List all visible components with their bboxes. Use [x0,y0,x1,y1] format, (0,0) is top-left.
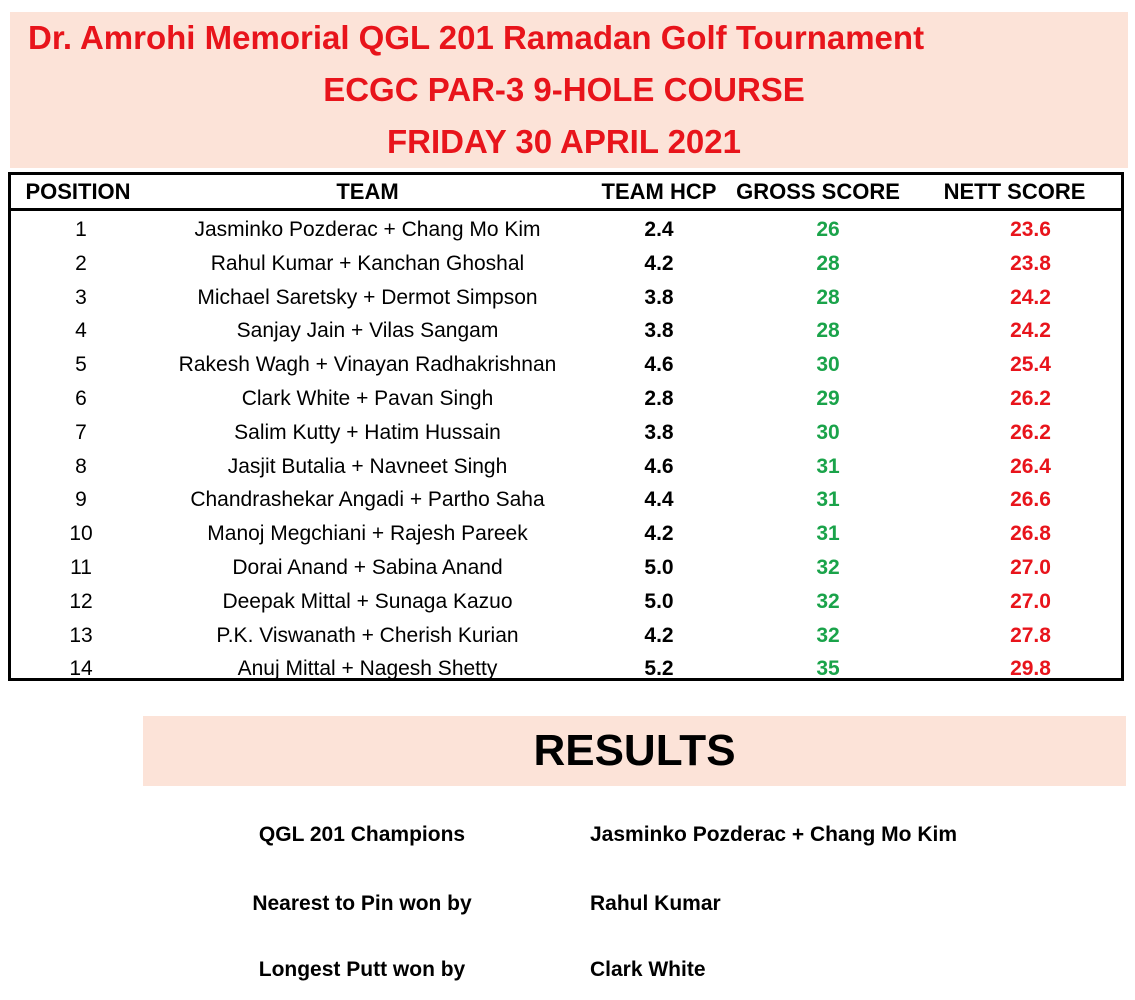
cell-gross-score: 30 [816,420,840,444]
title-banner [10,12,1128,168]
cell-team-hcp: 3.8 [644,285,674,309]
cell-team-hcp: 3.8 [644,319,674,343]
cell-team-hcp: 4.2 [644,522,674,546]
cell-position: 6 [75,387,87,410]
cell-team-hcp: 4.6 [644,353,674,377]
cell-team: Rahul Kumar + Kanchan Ghoshal [210,251,525,275]
cell-nett-score: 26.6 [1010,488,1051,512]
cell-team-hcp: 2.8 [644,387,674,410]
cell-team: Jasminko Pozderac + Chang Mo Kim [194,218,541,241]
award-nearest-pin-label: Nearest to Pin won by [252,892,472,915]
cell-gross-score: 28 [816,251,840,275]
cell-team: Manoj Megchiani + Rajesh Pareek [207,522,528,546]
cell-nett-score: 27.0 [1010,589,1051,613]
cell-team: Salim Kutty + Hatim Hussain [234,420,501,444]
header-team-hcp: TEAM HCP [601,179,717,204]
cell-nett-score: 26.4 [1010,454,1051,478]
header-position: POSITION [25,179,131,204]
cell-position: 9 [75,488,87,512]
cell-nett-score: 27.0 [1010,556,1051,579]
table-row [11,281,1121,315]
cell-gross-score: 26 [816,218,840,241]
course-name: ECGC PAR-3 9-HOLE COURSE [323,71,805,108]
cell-nett-score: 23.8 [1010,251,1051,275]
cell-position: 7 [75,420,87,444]
award-longest-putt-value: Clark White [590,958,706,981]
header-team: TEAM [336,179,399,204]
cell-position: 4 [75,319,87,343]
table-row [11,450,1121,484]
cell-position: 14 [69,657,93,681]
cell-gross-score: 32 [816,589,840,613]
cell-position: 10 [69,522,93,546]
cell-team: Michael Saretsky + Dermot Simpson [197,285,538,309]
cell-position: 12 [69,589,93,613]
cell-nett-score: 26.2 [1010,387,1051,410]
cell-position: 5 [75,353,87,377]
cell-nett-score: 23.6 [1010,218,1051,241]
table-row [11,619,1121,653]
cell-position: 8 [75,454,87,478]
table-row [11,585,1121,619]
cell-gross-score: 32 [816,623,840,647]
cell-gross-score: 31 [816,522,840,546]
cell-team-hcp: 4.2 [644,251,674,275]
cell-team: Chandrashekar Angadi + Partho Saha [190,488,545,512]
cell-team-hcp: 4.2 [644,623,674,647]
cell-team: Clark White + Pavan Singh [241,387,494,410]
table-row [11,314,1121,348]
cell-team-hcp: 4.6 [644,454,674,478]
cell-gross-score: 31 [816,454,840,478]
cell-team: Anuj Mittal + Nagesh Shetty [237,657,498,681]
cell-gross-score: 30 [816,353,840,377]
table-header [11,175,1121,211]
award-longest-putt-label: Longest Putt won by [258,958,466,981]
cell-team: P.K. Viswanath + Cherish Kurian [216,623,519,647]
cell-team-hcp: 4.4 [644,488,674,512]
cell-position: 13 [69,623,93,647]
cell-team: Deepak Mittal + Sunaga Kazuo [222,589,513,613]
header-gross-score: GROSS SCORE [736,179,900,204]
cell-team: Sanjay Jain + Vilas Sangam [236,319,499,343]
cell-gross-score: 35 [816,657,840,681]
cell-team-hcp: 5.0 [644,589,674,613]
table-row [11,213,1121,247]
cell-nett-score: 26.2 [1010,420,1051,444]
cell-gross-score: 28 [816,319,840,343]
table-row [11,416,1121,450]
cell-team: Jasjit Butalia + Navneet Singh [227,454,508,478]
cell-nett-score: 24.2 [1010,285,1051,309]
header-nett-score: NETT SCORE [943,179,1086,204]
table-row [11,348,1121,382]
cell-nett-score: 27.8 [1010,623,1051,647]
results-banner [143,716,1126,786]
table-row [11,382,1121,416]
cell-gross-score: 31 [816,488,840,512]
leaderboard-table [8,172,1124,681]
cell-nett-score: 25.4 [1010,353,1051,377]
table-row [11,652,1121,686]
cell-position: 1 [75,218,87,241]
award-nearest-pin-value: Rahul Kumar [590,892,721,915]
cell-gross-score: 28 [816,285,840,309]
cell-gross-score: 32 [816,556,840,579]
cell-position: 3 [75,285,87,309]
table-row [11,551,1121,585]
table-row [11,247,1121,281]
cell-team: Rakesh Wagh + Vinayan Radhakrishnan [178,353,557,377]
table-row [11,483,1121,517]
award-champions-label: QGL 201 Champions [258,823,466,846]
cell-nett-score: 24.2 [1010,319,1051,343]
cell-team-hcp: 3.8 [644,420,674,444]
tournament-title: Dr. Amrohi Memorial QGL 201 Ramadan Golf Tournament [28,19,925,56]
cell-team: Dorai Anand + Sabina Anand [232,556,503,579]
cell-nett-score: 26.8 [1010,522,1051,546]
cell-team-hcp: 5.0 [644,556,674,579]
event-date: FRIDAY 30 APRIL 2021 [386,123,741,160]
cell-team-hcp: 2.4 [644,218,674,241]
cell-gross-score: 29 [816,387,840,410]
results-title: RESULTS [533,726,736,775]
cell-team-hcp: 5.2 [644,657,674,681]
cell-nett-score: 29.8 [1010,657,1051,681]
table-row [11,517,1121,551]
cell-position: 2 [75,251,87,275]
cell-position: 11 [70,556,92,579]
award-champions-value: Jasminko Pozderac + Chang Mo Kim [590,823,958,846]
